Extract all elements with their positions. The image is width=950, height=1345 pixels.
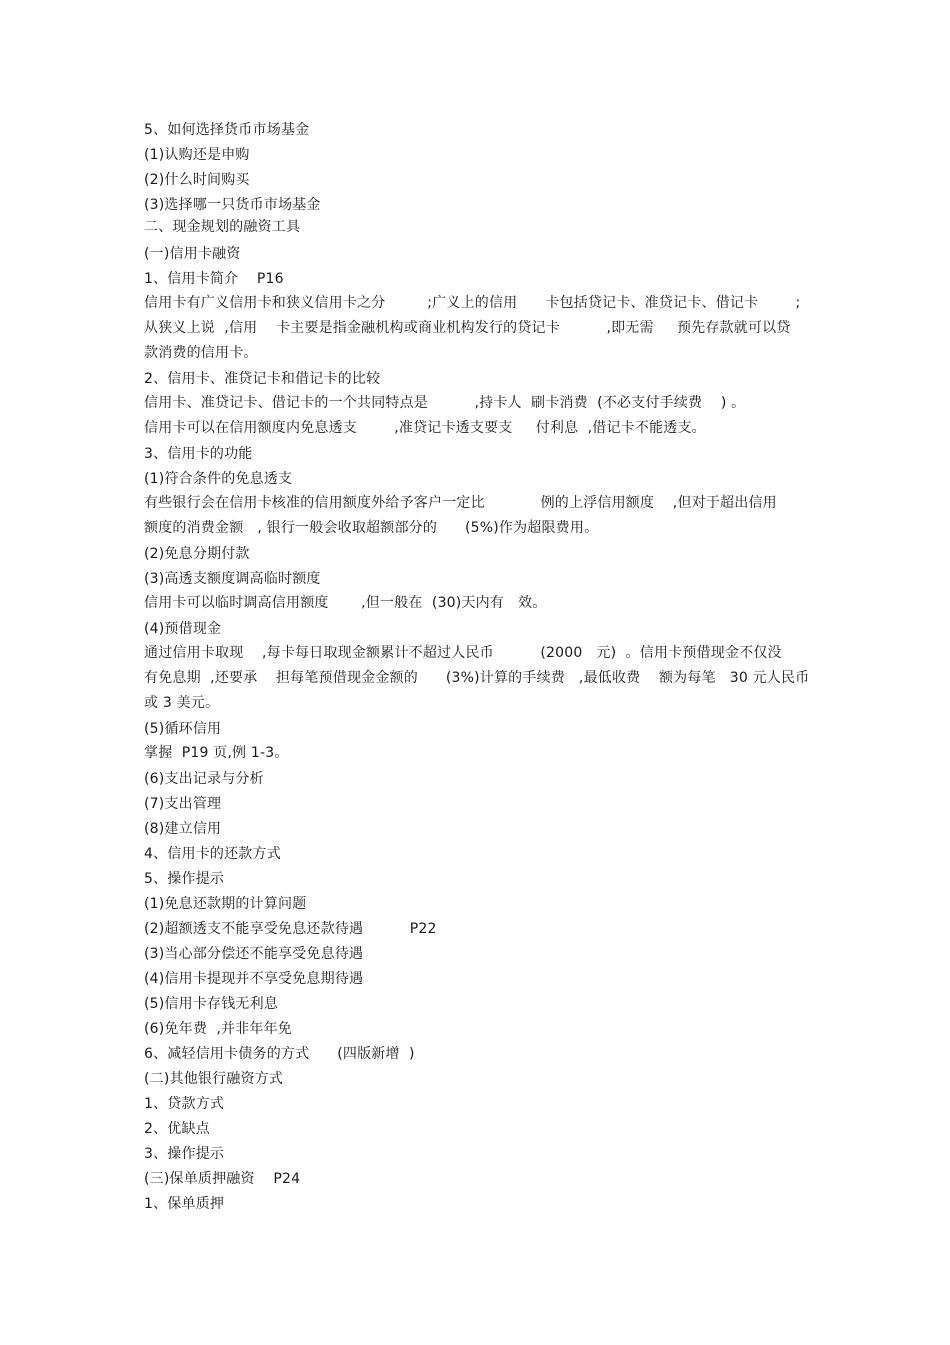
heading-line: 4、信用卡的还款方式 xyxy=(144,846,281,862)
list-item: (7)支出管理 xyxy=(144,796,222,812)
list-item: 2、优缺点 xyxy=(144,1121,210,1137)
subsection-heading: (二)其他银行融资方式 xyxy=(144,1071,284,1087)
section-heading: 二、现金规划的融资工具 xyxy=(144,219,301,235)
list-item: (6)支出记录与分析 xyxy=(144,771,264,787)
list-item: (3)高透支额度调高临时额度 xyxy=(144,571,321,587)
list-item: (5)循环信用 xyxy=(144,721,222,737)
list-item: (2)超额透支不能享受免息还款待遇 P22 xyxy=(144,921,437,937)
body-text-line: 信用卡可以临时调高信用额度 ,但一般在 (30)天内有 效。 xyxy=(144,595,547,611)
body-text-line: 有些银行会在信用卡核准的信用额度外给予客户一定比 例的上浮信用额度 ,但对于超出信用 xyxy=(144,495,777,511)
list-item: (4)信用卡提现并不享受免息期待遇 xyxy=(144,971,364,987)
body-text-line: 额度的消费金额 , 银行一般会收取超额部分的 (5%)作为超限费用。 xyxy=(144,520,599,536)
list-item: (2)免息分期付款 xyxy=(144,546,250,562)
heading-line: 1、信用卡简介 P16 xyxy=(144,271,284,287)
body-text-line: 从狭义上说 ,信用 卡主要是指金融机构或商业机构发行的贷记卡 ,即无需 预先存款就可以贷 xyxy=(144,320,791,336)
body-text-line: 信用卡有广义信用卡和狭义信用卡之分 ;广义上的信用 卡包括贷记卡、准贷记卡、借记卡 ; xyxy=(144,295,801,311)
list-item: 1、保单质押 xyxy=(144,1196,225,1212)
heading-line: 2、信用卡、准贷记卡和借记卡的比较 xyxy=(144,371,381,387)
body-text-line: 掌握 P19 页,例 1-3。 xyxy=(144,745,289,761)
list-item: (1)免息还款期的计算问题 xyxy=(144,896,307,912)
list-item: (6)免年费 ,并非年年免 xyxy=(144,1021,292,1037)
list-item: (3)选择哪一只货币市场基金 xyxy=(144,197,321,213)
list-item: (1)认购还是申购 xyxy=(144,147,250,163)
list-item: (2)什么时间购买 xyxy=(144,172,250,188)
subsection-heading: (一)信用卡融资 xyxy=(144,246,241,262)
list-item: (5)信用卡存钱无利息 xyxy=(144,996,279,1012)
heading-line: 5、如何选择货币市场基金 xyxy=(144,122,310,138)
subsection-heading: (三)保单质押融资 P24 xyxy=(144,1171,301,1187)
heading-line: 5、操作提示 xyxy=(144,871,225,887)
body-text-line: 通过信用卡取现 ,每卡每日取现金额累计不超过人民币 (2000 元) 。信用卡预借现金不仅没 xyxy=(144,645,782,661)
body-text-line: 款消费的信用卡。 xyxy=(144,345,258,361)
body-text-line: 信用卡、准贷记卡、借记卡的一个共同特点是 ,持卡人 刷卡消费 (不必支付手续费 ) 。 xyxy=(144,395,746,411)
list-item: (3)当心部分偿还不能享受免息待遇 xyxy=(144,946,364,962)
list-item: 3、操作提示 xyxy=(144,1146,225,1162)
heading-line: 3、信用卡的功能 xyxy=(144,446,253,462)
list-item: 1、贷款方式 xyxy=(144,1096,225,1112)
list-item: (8)建立信用 xyxy=(144,821,222,837)
list-item: (1)符合条件的免息透支 xyxy=(144,471,293,487)
body-text-line: 有免息期 ,还要承 担每笔预借现金金额的 (3%)计算的手续费 ,最低收费 额为每笔 30 元人民币 xyxy=(144,670,810,686)
list-item: (4)预借现金 xyxy=(144,621,222,637)
body-text-line: 信用卡可以在信用额度内免息透支 ,准贷记卡透支要支 付利息 ,借记卡不能透支。 xyxy=(144,420,706,436)
heading-line: 6、减轻信用卡债务的方式 (四版新增 ) xyxy=(144,1046,415,1062)
body-text-line: 或 3 美元。 xyxy=(144,695,220,711)
